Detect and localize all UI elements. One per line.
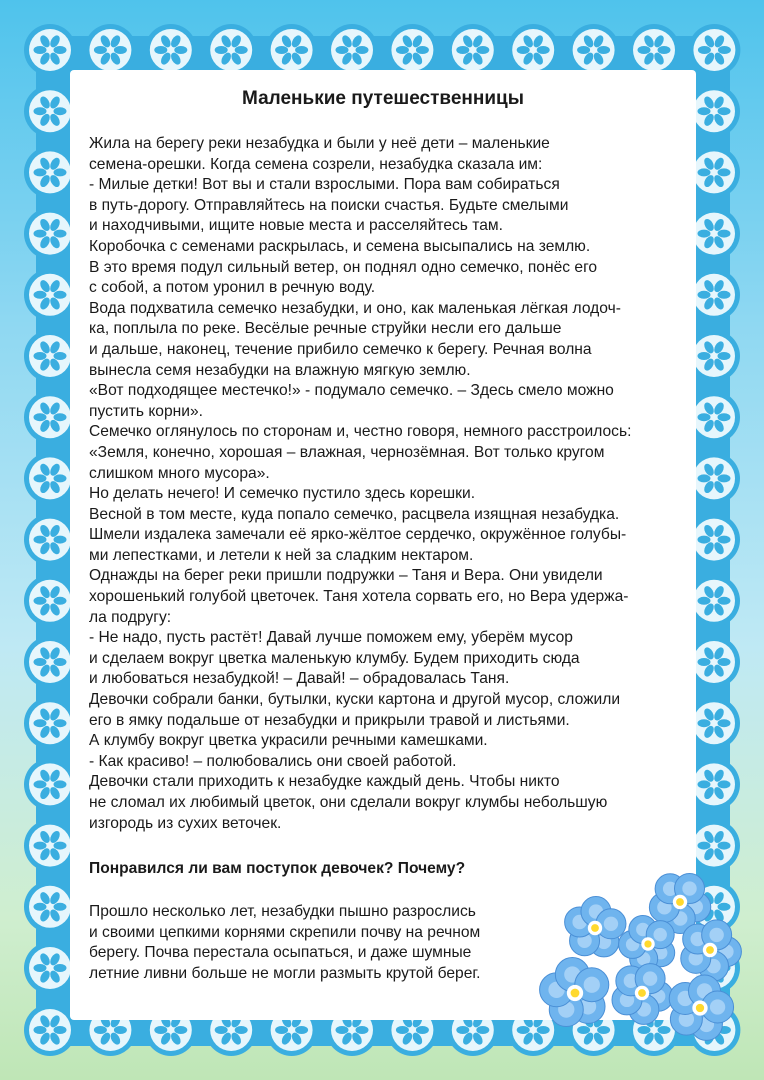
forget-me-not-flower [540,957,609,1026]
frame-flower-motif [24,85,76,137]
frame-flower-motif [24,269,76,321]
story-line: не сломал их любимый цветок, они сделали вокруг клумбы небольшую [89,794,608,811]
question-text: Понравился ли вам поступок девочек? Почему? [89,860,466,877]
story-line: Весной в том месте, куда попало семечко, расцвела изящная незабудка. [89,505,620,523]
forget-me-not-flower [681,920,742,981]
story-title: Маленькие путешественницы [242,88,524,109]
story-line: ка, поплыла по реке. Весёлые речные струйки несли его дальше [89,320,562,338]
story-line: слишком много мусора». [89,464,270,482]
story-line: В это время подул сильный ветер, он поднял одно семечко, понёс его [89,258,598,276]
frame-flower-motif [688,24,740,76]
frame-flower-motif [84,24,136,76]
story-line: - Как красиво! – полюбовались они своей работой. [89,752,457,770]
story-line: - Милые детки! Вот вы и стали взрослыми. Пора вам собираться [89,176,560,194]
frame-flower-motif [24,514,76,566]
frame-flower-motif [24,452,76,504]
ending-line: летние ливни больше не могли размыть крутой берег. [89,964,481,982]
story-line: Коробочка с семенами раскрылась, и семена высыпались на землю. [89,237,591,255]
frame-flower-motif [24,697,76,749]
ending-line: берегу. Почва перестала осыпаться, и даже шумные [89,944,472,962]
forget-me-not-flowers-image [530,868,760,1048]
story-line: «Земля, конечно, хорошая – влажная, чернозёмная. Вот только кругом [89,443,605,461]
story-line: пустить корни». [89,402,203,420]
frame-flower-motif [386,24,438,76]
story-line: Вода подхватила семечко незабудки, и оно, как маленькая лёгкая лодоч- [89,299,621,317]
frame-flower-motif [568,24,620,76]
story-line: Однажды на берег реки пришли подружки – Таня и Вера. Они увидели [89,567,603,585]
forget-me-not-flower [565,897,626,957]
story-line: ми лепестками, и летели к ней за сладким нектаром. [89,546,474,564]
frame-flower-motif [24,24,76,76]
frame-flower-motif [628,24,680,76]
story-text [89,134,701,834]
frame-flower-motif [24,820,76,872]
story-line: вынесла семя незабудки на влажную мягкую землю. [89,361,471,379]
frame-flower-motif [24,330,76,382]
story-line: и дальше, наконец, течение прибило семечко к берегу. Речная волна [89,340,592,358]
story-line: Девочки собрали банки, бутылки, куски картона и другой мусор, сложили [89,691,621,709]
frame-flower-motif [24,881,76,933]
ending-line: Прошло несколько лет, незабудки пышно разрослись [89,903,476,920]
frame-flower-motif [205,24,257,76]
frame-flower-motif [24,575,76,627]
story-line: «Вот подходящее местечко!» - подумало семечко. – Здесь смело можно [89,382,614,400]
story-line: и находчивыми, ищите новые места и расселяйтесь там. [89,217,503,235]
story-line: в путь-дорогу. Отправляйтесь на поиски счастья. Будьте смелыми [89,196,569,214]
frame-flower-motif [507,24,559,76]
frame-flower-motif [447,24,499,76]
story-line: семена-орешки. Когда семена созрели, незабудка сказала им: [89,155,543,173]
ending-line: и своими цепкими корнями скрепили почву на речном [89,923,481,941]
frame-flower-motif [145,24,197,76]
story-line: изгородь из сухих веточек. [89,814,282,832]
story-line: и любоваться незабудкой! – Давай! – обрадовалась Таня. [89,670,510,688]
story-line: Шмели издалека замечали её ярко-жёлтое сердечко, окружённое голубы- [89,526,627,544]
story-line: и сделаем вокруг цветка маленькую клумбу. Будем приходить сюда [89,649,580,667]
frame-flower-motif [24,942,76,994]
story-line: ла подругу: [89,608,172,626]
story-line: Но делать нечего! И семечко пустило здесь корешки. [89,485,476,503]
frame-flower-motif [24,1004,76,1056]
ending-text [89,902,539,984]
frame-flower-motif [266,24,318,76]
story-line: А клумбу вокруг цветка украсили речными камешками. [89,732,488,750]
frame-flower-motif [326,24,378,76]
story-line: Жила на берегу реки незабудка и были у неё дети – маленькие [89,135,550,152]
forget-me-not-flower [612,964,673,1025]
story-line: хорошенький голубой цветочек. Таня хотела сорвать его, но Вера удержа- [89,588,629,606]
story-line: с собой, а потом уронил в речную воду. [89,279,376,297]
frame-flower-motif [24,391,76,443]
forget-me-not-flower [669,975,733,1040]
story-line: Семечко оглянулось по сторонам и, честно говоря, немного расстроилось: [89,423,632,441]
story-line: его в ямку подальше от незабудки и прикрыли травой и листьями. [89,711,570,729]
frame-flower-motif [24,758,76,810]
story-line: - Не надо, пусть растёт! Давай лучше поможем ему, уберём мусор [89,629,573,647]
frame-flower-motif [24,636,76,688]
frame-flower-motif [24,208,76,260]
frame-flower-motif [24,146,76,198]
story-line: Девочки стали приходить к незабудке каждый день. Чтобы никто [89,773,560,791]
